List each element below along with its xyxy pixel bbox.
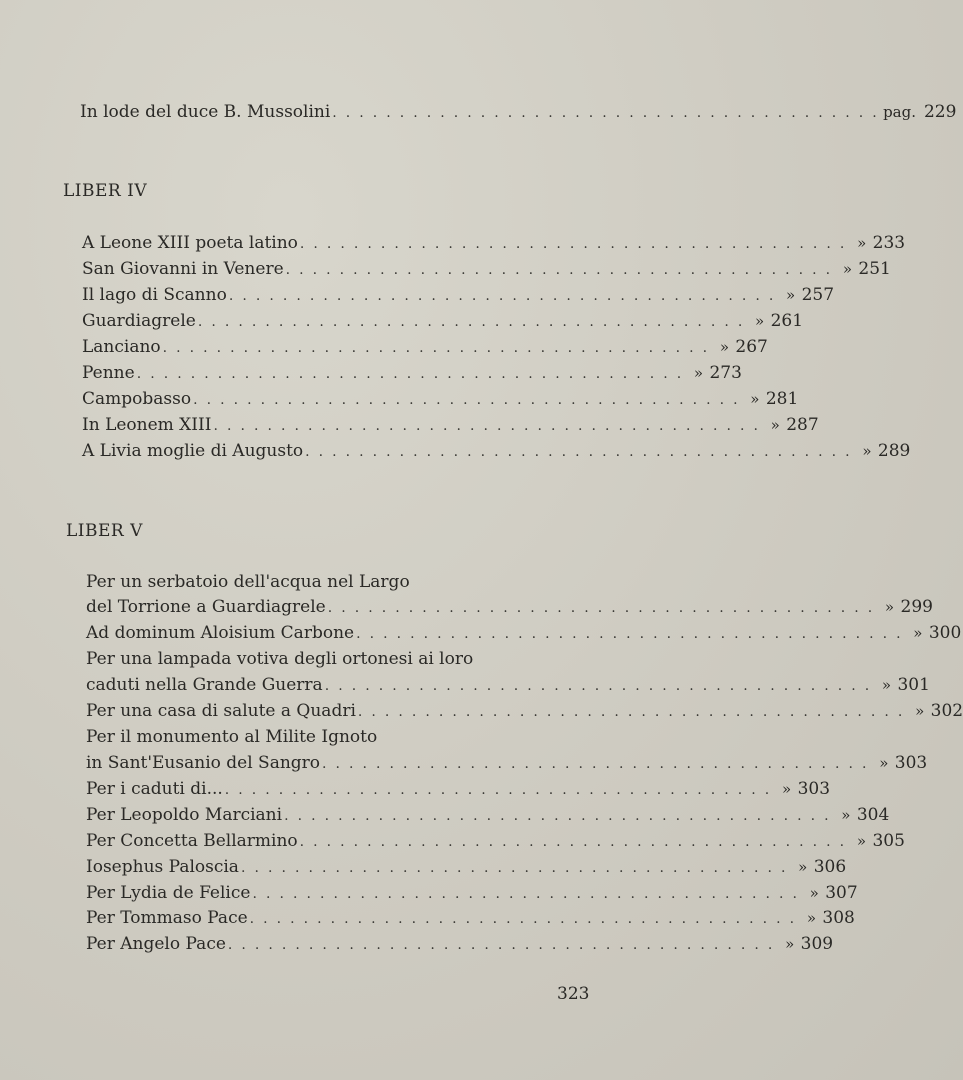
toc-entry <box>86 831 905 852</box>
toc-entry <box>86 883 858 904</box>
toc-entry <box>86 597 933 618</box>
toc-entry-page: 308 <box>822 908 855 928</box>
leader-dots: . . . . . . . . . . . . . . . . . . . . . . . . . . . . . . . . . . . . . . . . . <box>213 418 761 434</box>
leader-dots: . . . . . . . . . . . . . . . . . . . . . . . . . . . . . . . . . . . . . . . . . <box>322 756 869 772</box>
toc-entry-page: 299 <box>900 597 933 617</box>
toc-entry-page: 303 <box>894 753 928 773</box>
toc-entry-page: 305 <box>872 831 905 851</box>
toc-entry-title: Ad dominum Aloisium Carbone <box>86 623 355 643</box>
toc-entry-page: 289 <box>877 441 911 461</box>
section-heading-liber-v: LIBER V <box>66 521 143 541</box>
toc-entry <box>82 363 742 384</box>
toc-entry-page: 301 <box>897 675 930 695</box>
toc-entry <box>82 259 891 280</box>
toc-entry-title: Il lago di Scanno <box>82 285 227 305</box>
section-heading-liber-iv: LIBER IV <box>63 181 148 201</box>
ditto-mark: » <box>915 702 925 720</box>
toc-entry-page: 229 <box>923 102 957 122</box>
leader-dots: . . . . . . . . . . . . . . . . . . . . . . . . . . . . . . . . . . . . . . . . . <box>228 288 776 304</box>
toc-entry-page: 251 <box>858 259 891 279</box>
ditto-mark: » <box>785 286 796 304</box>
toc-entry-title: Per Leopoldo Marciani <box>86 805 283 825</box>
toc-entry <box>82 311 804 332</box>
toc-entry-page: 257 <box>801 285 835 305</box>
leader-dots: . . . . . . . . . . . . . . . . . . . . . . . . . . . . . . . . . . . . . . . . . <box>284 808 831 824</box>
toc-entry-page: 300 <box>928 623 962 643</box>
toc-entry-first-line: Per un serbatoio dell'acqua nel Largo <box>86 572 410 592</box>
toc-entry-page: 306 <box>813 857 847 877</box>
toc-entry <box>82 285 835 306</box>
ditto-mark: » <box>798 858 808 876</box>
toc-entry-title: Per i caduti di... <box>86 779 223 799</box>
ditto-mark: » <box>806 909 817 927</box>
leader-dots: . . . . . . . . . . . . . . . . . . . . . . . . . . . . . . . . . . . . . . . . . <box>305 444 852 460</box>
toc-entry-title: In lode del duce B. Mussolini <box>80 102 331 122</box>
ditto-mark: » <box>693 364 704 382</box>
toc-entry <box>86 675 930 696</box>
ditto-mark: » <box>879 754 889 772</box>
toc-entry-page: 233 <box>872 233 906 253</box>
leader-dots: . . . . . . . . . . . . . . . . . . . . . . . . . . . . . . . . . . . . . . . . . <box>324 678 872 694</box>
toc-entry <box>82 441 911 462</box>
toc-entry <box>82 415 819 436</box>
leader-dots: . . . . . . . . . . . . . . . . . . . . . . . . . . . . . . . . . . . . . . . . . <box>285 262 833 278</box>
toc-entry-title: del Torrione a Guardiagrele <box>86 597 326 617</box>
toc-entry-page: 304 <box>856 805 890 825</box>
leader-dots: . . . . . . . . . . . . . . . . . . . . . . . . . . . . . . . . . . . . . . . . . <box>299 834 847 850</box>
ditto-mark: » <box>913 624 923 642</box>
ditto-mark: » <box>770 416 780 434</box>
ditto-mark: » <box>719 338 730 356</box>
toc-entry-title: Per Concetta Bellarmino <box>86 831 298 851</box>
ditto-mark: » <box>884 598 895 616</box>
toc-entry-page: 302 <box>930 701 963 721</box>
toc-entry-title: Per Angelo Pace <box>86 934 226 954</box>
leader-dots: . . . . . . . . . . . . . . . . . . . . . . . . . . . . . . . . . . . . . . . . . <box>332 105 880 121</box>
ditto-mark: » <box>785 935 795 953</box>
ditto-mark: » <box>862 442 872 460</box>
toc-entry-page: 287 <box>786 415 819 435</box>
toc-entry <box>86 857 847 878</box>
toc-entry-page: 273 <box>709 363 742 383</box>
toc-entry-page: 307 <box>825 883 858 903</box>
toc-entry-page: 261 <box>770 311 804 331</box>
toc-entry <box>86 779 831 800</box>
ditto-mark: » <box>842 260 852 278</box>
ditto-mark: » <box>881 676 892 694</box>
toc-entry-title: San Giovanni in Venere <box>82 259 284 279</box>
toc-entry <box>86 623 962 644</box>
leader-dots: . . . . . . . . . . . . . . . . . . . . . . . . . . . . . . . . . . . . . . . . . <box>193 392 740 408</box>
toc-entry <box>86 805 890 826</box>
toc-entry-page: 309 <box>800 934 834 954</box>
toc-entry-page: 267 <box>735 337 768 357</box>
leader-dots: . . . . . . . . . . . . . . . . . . . . . . . . . . . . . . . . . . . . . . . . . <box>252 886 800 902</box>
toc-entry <box>86 934 834 955</box>
toc-entry-title: Guardiagrele <box>82 311 196 331</box>
leader-dots: . . . . . . . . . . . . . . . . . . . . . . . . . . . . . . . . . . . . . . . . . <box>224 782 772 798</box>
toc-entry <box>82 389 799 410</box>
page-number: 323 <box>557 984 590 1004</box>
toc-entry-title: Penne <box>82 363 135 383</box>
toc-entry-title: Per Tommaso Pace <box>86 908 248 928</box>
toc-entry-title: caduti nella Grande Guerra <box>86 675 323 695</box>
toc-entry-title: Lanciano <box>82 337 161 357</box>
toc-entry-title: Per Lydia de Felice <box>86 883 251 903</box>
toc-entry-page: 281 <box>765 389 799 409</box>
toc-entry-title: Per una casa di salute a Quadri <box>86 701 356 721</box>
toc-entry-title: A Livia moglie di Augusto <box>82 441 304 461</box>
toc-entry-first-line: Per una lampada votiva degli ortonesi ai loro <box>86 649 474 669</box>
toc-entry-first-line: Per il monumento al Milite Ignoto <box>86 727 378 747</box>
ditto-mark: » <box>841 806 851 824</box>
toc-entry-title: Campobasso <box>82 389 192 409</box>
toc-entry-title: in Sant'Eusanio del Sangro <box>86 753 321 773</box>
leader-dots: . . . . . . . . . . . . . . . . . . . . . . . . . . . . . . . . . . . . . . . . . <box>227 937 775 953</box>
leader-dots: . . . . . . . . . . . . . . . . . . . . . . . . . . . . . . . . . . . . . . . . . <box>136 366 684 382</box>
toc-entry-page: 303 <box>797 779 831 799</box>
toc-entry <box>86 753 928 774</box>
ditto-mark: » <box>856 832 867 850</box>
toc-entry-intro <box>80 102 957 123</box>
leader-dots: . . . . . . . . . . . . . . . . . . . . . . . . . . . . . . . . . . . . . . . . . <box>162 340 710 356</box>
leader-dots: . . . . . . . . . . . . . . . . . . . . . . . . . . . . . . . . . . . . . . . . . <box>299 236 847 252</box>
toc-entry <box>86 908 855 929</box>
toc-entry-title: A Leone XIII poeta latino <box>82 233 298 253</box>
leader-dots: . . . . . . . . . . . . . . . . . . . . . . . . . . . . . . . . . . . . . . . . . <box>327 600 875 616</box>
ditto-mark: » <box>750 390 760 408</box>
pag-label: pag. <box>883 103 916 121</box>
toc-entry <box>82 233 906 254</box>
leader-dots: . . . . . . . . . . . . . . . . . . . . . . . . . . . . . . . . . . . . . . . . . <box>357 704 905 720</box>
leader-dots: . . . . . . . . . . . . . . . . . . . . . . . . . . . . . . . . . . . . . . . . . <box>240 860 788 876</box>
leader-dots: . . . . . . . . . . . . . . . . . . . . . . . . . . . . . . . . . . . . . . . . . <box>249 911 797 927</box>
toc-entry-title: In Leonem XIII <box>82 415 212 435</box>
toc-entry <box>86 701 963 722</box>
toc-entry <box>82 337 768 358</box>
toc-entry-title: Iosephus Paloscia <box>86 857 239 877</box>
ditto-mark: » <box>781 780 792 798</box>
leader-dots: . . . . . . . . . . . . . . . . . . . . . . . . . . . . . . . . . . . . . . . . . <box>356 626 903 642</box>
ditto-mark: » <box>754 312 765 330</box>
ditto-mark: » <box>809 884 819 902</box>
leader-dots: . . . . . . . . . . . . . . . . . . . . . . . . . . . . . . . . . . . . . . . . . <box>197 314 745 330</box>
ditto-mark: » <box>857 234 867 252</box>
